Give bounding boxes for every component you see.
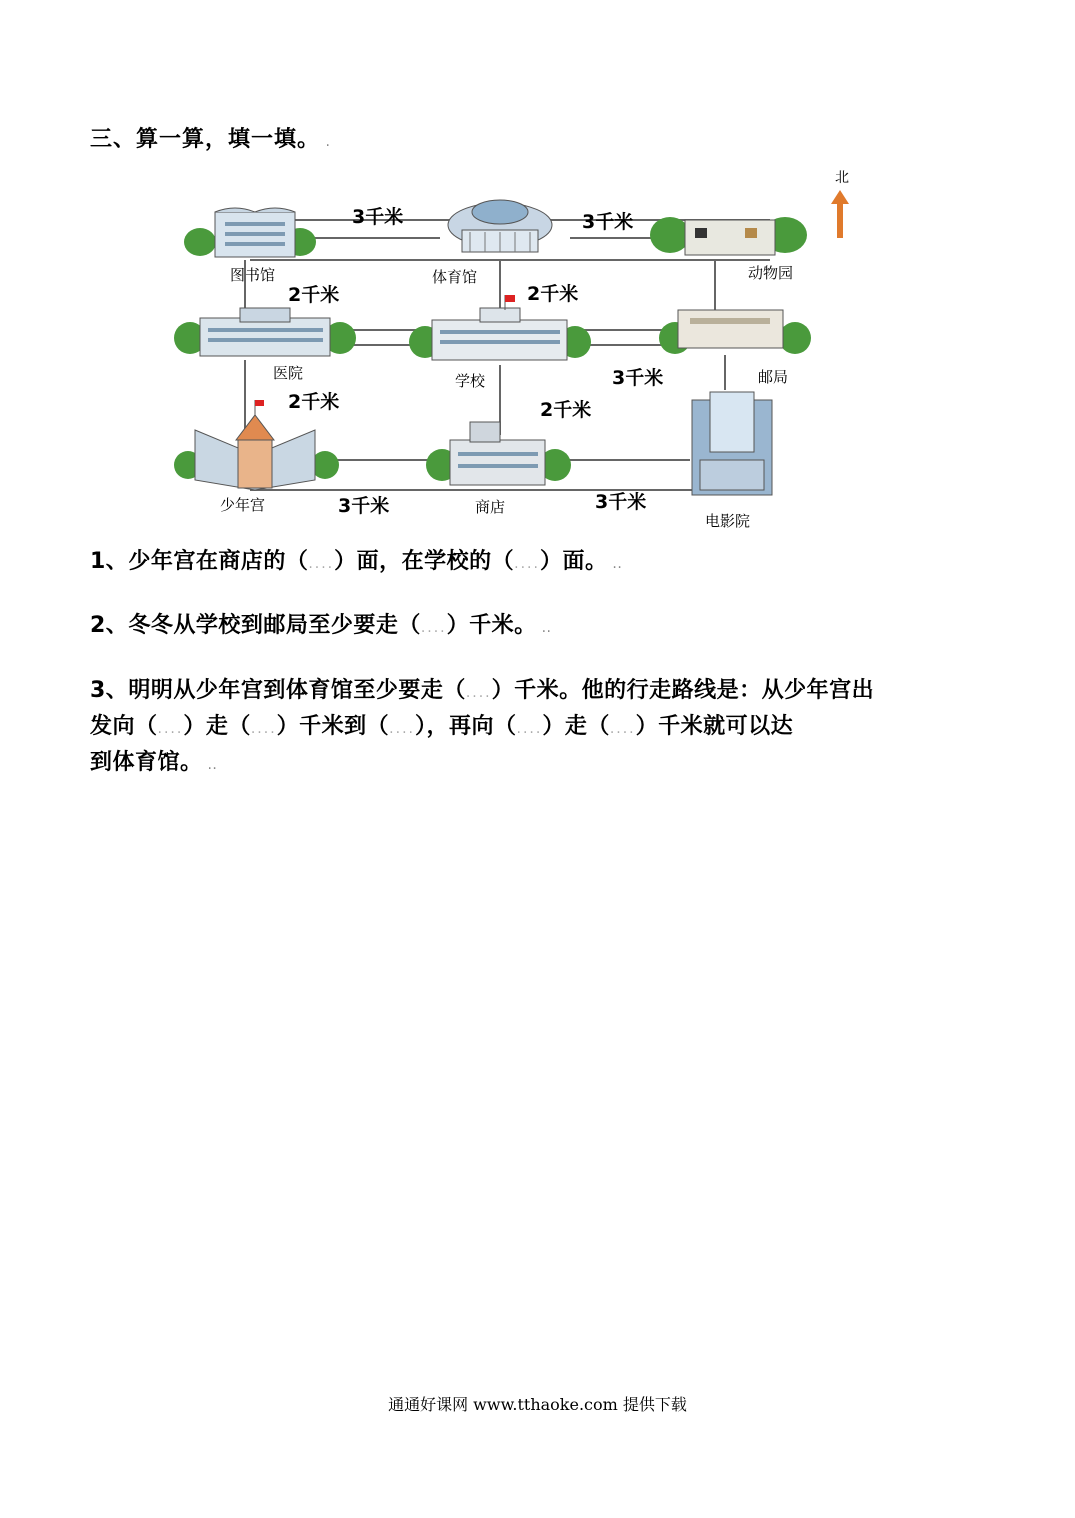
distance-hospital-youth: 2千米 [288,391,340,413]
post-office-building [659,310,811,386]
distance-gym-zoo: 3千米 [582,211,634,233]
blank-1a[interactable]: .... [308,556,335,572]
label-post-office: 邮局 [758,368,789,386]
blank-3f[interactable]: .... [609,721,636,737]
label-shop: 商店 [475,498,506,516]
label-zoo: 动物园 [748,264,794,282]
distance-shop-cinema: 3千米 [595,491,647,513]
question-2: 2、冬冬从学校到邮局至少要走（....）千米。 .. [90,613,552,638]
distance-youth-shop: 3千米 [338,495,390,517]
blank-1b[interactable]: .... [514,556,540,572]
label-gym: 体育馆 [432,268,478,286]
distance-school-post: 3千米 [612,367,664,389]
map-illustration [170,160,870,540]
shop-building [426,422,571,516]
blank-3c[interactable]: .... [250,721,277,737]
distance-library-hospital: 2千米 [288,284,340,306]
question-3: 3、明明从少年宫到体育馆至少要走（....）千米。他的行走路线是：从少年宫出 发向（....）走（....）千米到（....），再向（....）走（....）千米就可以达 到体育馆。 .. [90,678,875,775]
cinema-building [692,392,772,530]
label-hospital: 医院 [273,364,304,382]
youth-palace-building [174,400,339,514]
blank-3e[interactable]: .... [516,721,543,737]
label-school: 学校 [455,372,486,390]
label-youth-palace: 少年宫 [220,496,266,514]
zoo-building [650,217,807,282]
blank-3a[interactable]: .... [465,685,492,701]
label-library: 图书馆 [230,266,276,284]
label-cinema: 电影院 [705,512,751,530]
blank-3d[interactable]: .... [389,721,415,737]
gym-building [432,200,552,286]
question-1: 1、少年宫在商店的（....）面，在学校的（....）面。 .. [90,549,623,574]
hospital-building [174,308,356,382]
section-heading: 三、算一算，填一填。 . [90,127,331,152]
svg-text:北: 北 [835,170,849,186]
distance-school-shop: 2千米 [540,399,592,421]
distance-gym-school: 2千米 [527,283,579,305]
distance-library-gym: 3千米 [352,206,404,228]
blank-2[interactable]: .... [420,620,447,636]
footer-credit: 通通好课网 www.tthaoke.com 提供下载 [388,1395,687,1414]
blank-3b[interactable]: .... [157,721,184,737]
north-arrow [831,170,849,238]
